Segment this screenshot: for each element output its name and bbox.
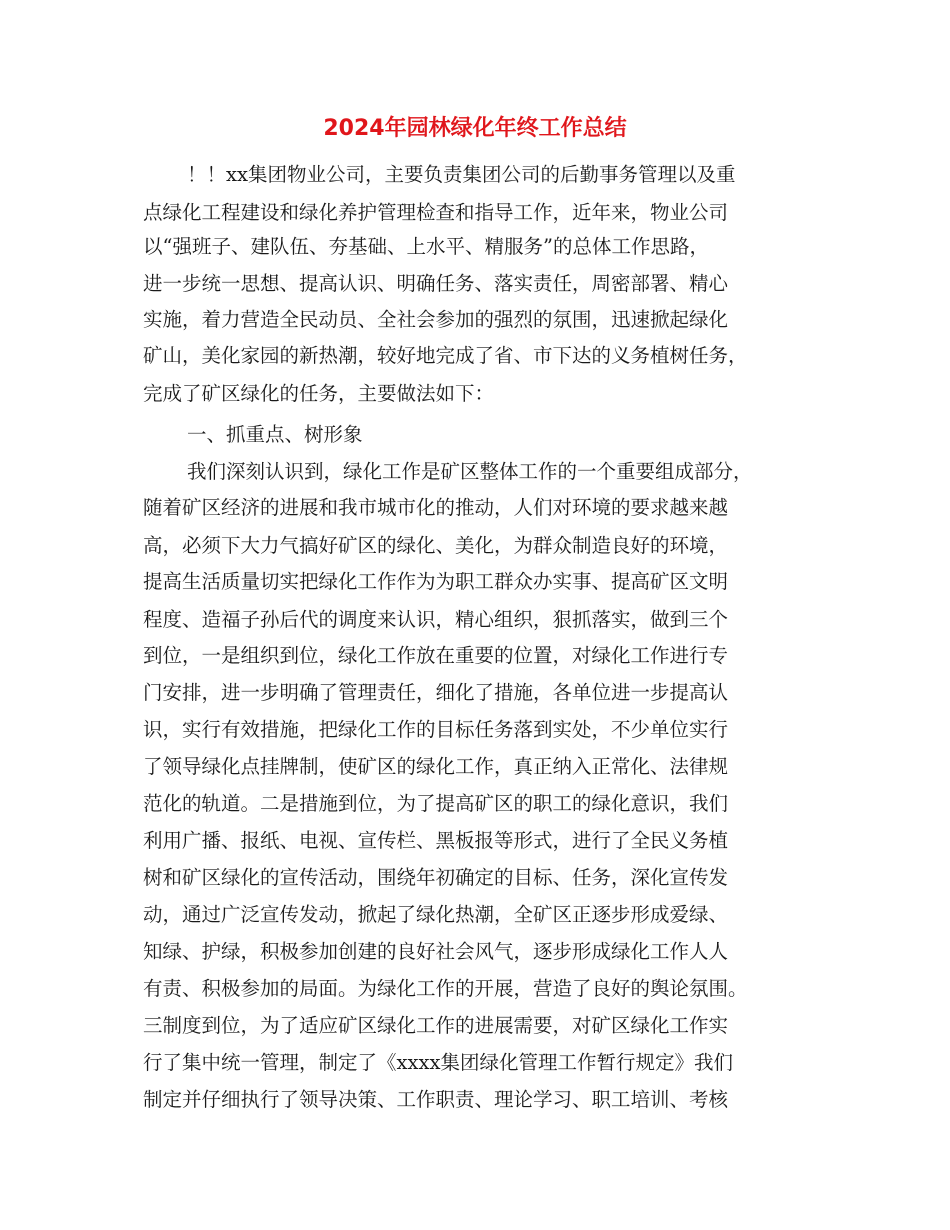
paragraph-line: 识，实行有效措施，把绿化工作的目标任务落到实处，不少单位实行	[143, 718, 729, 741]
paragraph-line: 实施，着力营造全民动员、全社会参加的强烈的氛围，迅速掀起绿化	[143, 308, 729, 331]
paragraph-line: 完成了矿区绿化的任务，主要做法如下：	[143, 382, 495, 405]
paragraph-line: 点绿化工程建设和绿化养护管理检查和指导工作，近年来，物业公司	[143, 201, 729, 224]
paragraph-line: 有责、积极参加的局面。为绿化工作的开展，营造了良好的舆论氛围。	[143, 977, 748, 1000]
paragraph-line: 了领导绿化点挂牌制，使矿区的绿化工作，真正纳入正常化、法律规	[143, 755, 729, 778]
paragraph-line: 制定并仔细执行了领导决策、工作职责、理论学习、职工培训、考核	[143, 1088, 729, 1111]
paragraph-line: 行了集中统一管理，制定了《xxxx集团绿化管理工作暂行规定》我们	[143, 1051, 733, 1074]
document-title: 2024年园林绿化年终工作总结	[323, 116, 627, 141]
paragraph-line: 树和矿区绿化的宣传活动，围绕年初确定的目标、任务，深化宣传发	[143, 866, 729, 889]
paragraph-line: 提高生活质量切实把绿化工作作为为职工群众办实事、提高矿区文明	[143, 570, 729, 593]
paragraph-line: 进一步统一思想、提高认识、明确任务、落实责任，周密部署、精心	[143, 272, 729, 295]
paragraph-line: 到位，一是组织到位，绿化工作放在重要的位置，对绿化工作进行专	[143, 644, 729, 667]
paragraph-line: 门安排，进一步明确了管理责任，细化了措施，各单位进一步提高认	[143, 681, 729, 704]
paragraph-line: 动，通过广泛宣传发动，掀起了绿化热潮，全矿区正逐步形成爱绿、	[143, 903, 729, 926]
section-heading: 一、抓重点、树形象	[187, 423, 363, 446]
paragraph-line: 三制度到位，为了适应矿区绿化工作的进展需要，对矿区绿化工作实	[143, 1014, 729, 1037]
paragraph-line: ！！xx集团物业公司，主要负责集团公司的后勤事务管理以及重	[187, 163, 736, 186]
paragraph-line: 利用广播、报纸、电视、宣传栏、黑板报等形式，进行了全民义务植	[143, 829, 729, 852]
paragraph-line: 知绿、护绿，积极参加创建的良好社会风气，逐步形成绿化工作人人	[143, 940, 729, 963]
paragraph-line: 矿山，美化家园的新热潮，较好地完成了省、市下达的义务植树任务，	[143, 344, 748, 367]
paragraph-line: 以“强班子、建队伍、夯基础、上水平、精服务”的总体工作思路，	[143, 235, 709, 258]
paragraph-line: 随着矿区经济的进展和我市城市化的推动，人们对环境的要求越来越	[143, 496, 729, 519]
paragraph-line: 程度、造福子孙后代的调度来认识，精心组织，狠抓落实，做到三个	[143, 608, 729, 631]
paragraph-line: 我们深刻认识到，绿化工作是矿区整体工作的一个重要组成部分，	[187, 460, 753, 483]
paragraph-line: 高，必须下大力气搞好矿区的绿化、美化，为群众制造良好的环境，	[143, 534, 729, 557]
paragraph-line: 范化的轨道。二是措施到位，为了提高矿区的职工的绿化意识，我们	[143, 792, 729, 815]
